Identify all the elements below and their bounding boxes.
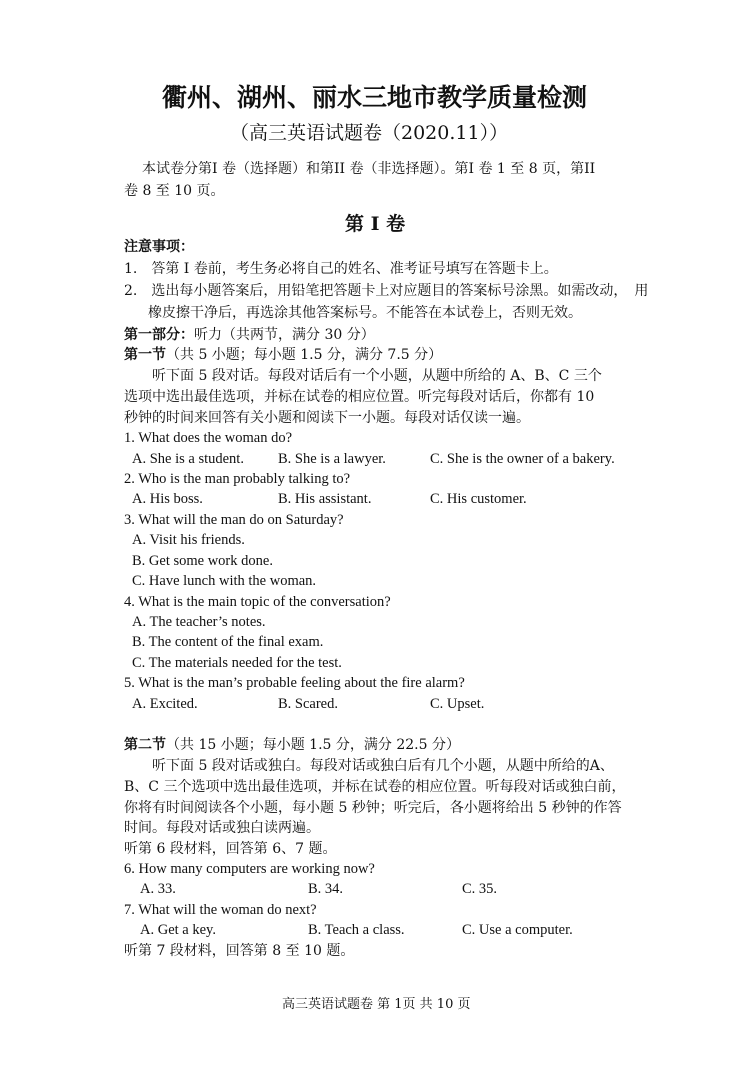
notes-heading: 注意事项： [124, 239, 194, 255]
q5-option-a: A. Excited. [132, 696, 198, 712]
section-one-heading [124, 346, 442, 364]
section-two-instr-3: 你将有时间阅读各个小题，每小题 5 秒钟；听完后，各小题将给出 5 秒钟的作答 [124, 800, 622, 816]
section-one-label: 第一节 [124, 347, 166, 363]
part-one-heading [124, 326, 375, 344]
section-one-instr-3: 秒钟的时间来回答有关小题和阅读下一小题。每段对话仅读一遍。 [124, 410, 530, 426]
section-one-instr-2: 选项中选出最佳选项，并标在试卷的相应位置。听完每段对话后，你都有 10 [124, 389, 595, 405]
q7-option-a: A. Get a key. [140, 922, 216, 938]
section-two-label: 第二节 [124, 737, 166, 753]
q1-option-c: C. She is the owner of a bakery. [430, 451, 615, 467]
q3-option-c: C. Have lunch with the woman. [132, 573, 317, 589]
q4-option-a: A. The teacher’s notes. [132, 614, 266, 630]
question-2: 2. Who is the man probably talking to? [124, 471, 351, 487]
q2-option-a: A. His boss. [132, 491, 203, 507]
q5-option-c: C. Upset. [430, 696, 485, 712]
intro-line-2: 卷 8 至 10 页。 [124, 183, 225, 199]
note-1: 1. 答第 I 卷前，考生务必将自己的姓名、准考证号填写在答题卡上。 [124, 261, 558, 277]
q7-option-b: B. Teach a class. [308, 922, 405, 938]
q6-option-c: C. 35. [462, 881, 498, 897]
q6-option-a: A. 33. [140, 881, 176, 897]
question-7: 7. What will the woman do next? [124, 902, 317, 918]
part-one-label: 第一部分： [124, 327, 194, 343]
exam-title: 衢州、湖州、丽水三地市教学质量检测 [162, 83, 588, 112]
material-7-heading: 听第 7 段材料，回答第 8 至 10 题。 [124, 943, 355, 959]
question-1: 1. What does the woman do? [124, 430, 293, 446]
question-5: 5. What is the man’s probable feeling about the fire alarm? [124, 675, 465, 691]
note-2-line-2: 橡皮擦干净后，再选涂其他答案标号。不能答在本试卷上，否则无效。 [148, 305, 582, 321]
q1-option-a: A. She is a student. [132, 451, 244, 467]
question-3: 3. What will the man do on Saturday? [124, 512, 344, 528]
section-two-heading [124, 736, 460, 754]
q2-option-c: C. His customer. [430, 491, 527, 507]
exam-subtitle: （高三英语试题卷（2020.11）） [230, 122, 509, 144]
q4-option-b: B. The content of the final exam. [132, 634, 324, 650]
part-title: 第 I 卷 [345, 213, 406, 235]
section-two-instr-4: 时间。每段对话或独白读两遍。 [124, 820, 320, 836]
section-two-desc: （共 15 小题；每小题 1.5 分，满分 22.5 分） [166, 737, 460, 753]
q4-option-c: C. The materials needed for the test. [132, 655, 342, 671]
question-4: 4. What is the main topic of the conversation? [124, 594, 391, 610]
q3-option-a: A. Visit his friends. [132, 532, 245, 548]
note-2-line-1: 2. 选出每小题答案后，用铅笔把答题卡上对应题目的答案标号涂黑。如需改动， 用 [124, 283, 649, 299]
q3-option-b: B. Get some work done. [132, 553, 273, 569]
section-one-desc: （共 5 小题；每小题 1.5 分，满分 7.5 分） [166, 347, 443, 363]
question-6: 6. How many computers are working now? [124, 861, 375, 877]
section-two-instr-2: B、C 三个选项中选出最佳选项，并标在试卷的相应位置。听每段对话或独白前， [124, 779, 626, 795]
section-two-instr-1: 听下面 5 段对话或独白。每段对话或独白后有几个小题，从题中所给的A、 [152, 758, 614, 774]
q7-option-c: C. Use a computer. [462, 922, 573, 938]
q6-option-b: B. 34. [308, 881, 344, 897]
q5-option-b: B. Scared. [278, 696, 338, 712]
section-one-instr-1: 听下面 5 段对话。每段对话后有一个小题，从题中所给的 A、B、C 三个 [152, 368, 602, 384]
q2-option-b: B. His assistant. [278, 491, 372, 507]
part-one-desc: 听力（共两节，满分 30 分） [194, 327, 375, 343]
page-footer: 高三英语试题卷 第 1页 共 10 页 [282, 997, 471, 1012]
intro-line-1: 本试卷分第I 卷（选择题）和第II 卷（非选择题）。第I 卷 1 至 8 页，第II [142, 161, 596, 177]
material-6-heading: 听第 6 段材料，回答第 6、7 题。 [124, 841, 337, 857]
q1-option-b: B. She is a lawyer. [278, 451, 386, 467]
